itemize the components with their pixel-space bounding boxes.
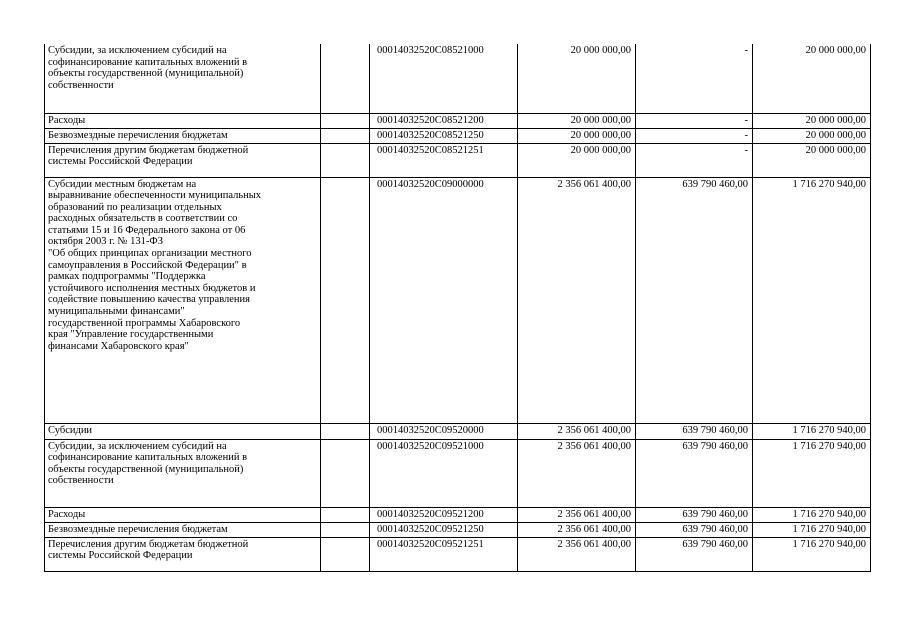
row-remaining: 1 716 270 940,00 — [753, 439, 871, 507]
row-blank — [321, 113, 370, 128]
row-name: Расходы — [45, 113, 321, 128]
row-remaining: 20 000 000,00 — [753, 128, 871, 143]
row-code: 00014032520C08521251 — [370, 143, 518, 177]
row-executed: - — [636, 143, 753, 177]
table-row — [45, 507, 871, 522]
row-blank — [321, 143, 370, 177]
row-approved: 2 356 061 400,00 — [518, 439, 636, 507]
row-approved: 2 356 061 400,00 — [518, 522, 636, 537]
row-name: Перечисления другим бюджетам бюджетной системы Российской Федерации — [45, 537, 321, 571]
table-row — [45, 439, 871, 507]
row-blank — [321, 177, 370, 423]
row-name: Субсидии, за исключением субсидий на софинансирование капитальных вложений в объекты государственной (муниципальной) собственности — [45, 439, 321, 507]
row-name: Субсидии, за исключением субсидий на софинансирование капитальных вложений в объекты государственной (муниципальной) собственности — [45, 44, 321, 113]
row-blank — [321, 522, 370, 537]
table-row — [45, 128, 871, 143]
row-name: Перечисления другим бюджетам бюджетной системы Российской Федерации — [45, 143, 321, 177]
row-remaining: 1 716 270 940,00 — [753, 507, 871, 522]
row-code: 00014032520C09521000 — [370, 439, 518, 507]
table-row — [45, 522, 871, 537]
row-blank — [321, 507, 370, 522]
row-code: 00014032520C09520000 — [370, 423, 518, 439]
row-blank — [321, 423, 370, 439]
row-blank — [321, 128, 370, 143]
row-executed: 639 790 460,00 — [636, 423, 753, 439]
row-code: 00014032520C08521000 — [370, 44, 518, 113]
row-name: Безвозмездные перечисления бюджетам — [45, 128, 321, 143]
row-executed: - — [636, 44, 753, 113]
row-approved: 2 356 061 400,00 — [518, 507, 636, 522]
row-approved: 20 000 000,00 — [518, 113, 636, 128]
row-name: Расходы — [45, 507, 321, 522]
row-executed: 639 790 460,00 — [636, 537, 753, 571]
row-remaining: 20 000 000,00 — [753, 113, 871, 128]
row-remaining: 1 716 270 940,00 — [753, 522, 871, 537]
row-executed: 639 790 460,00 — [636, 177, 753, 423]
table-row — [45, 177, 871, 423]
row-remaining: 1 716 270 940,00 — [753, 537, 871, 571]
table-row — [45, 113, 871, 128]
row-remaining: 20 000 000,00 — [753, 143, 871, 177]
row-executed: 639 790 460,00 — [636, 439, 753, 507]
row-approved: 20 000 000,00 — [518, 44, 636, 113]
table-row — [45, 143, 871, 177]
row-blank — [321, 44, 370, 113]
row-remaining: 1 716 270 940,00 — [753, 423, 871, 439]
row-executed: - — [636, 113, 753, 128]
row-remaining: 1 716 270 940,00 — [753, 177, 871, 423]
row-blank — [321, 537, 370, 571]
row-name: Субсидии местным бюджетам на выравнивание обеспеченности муниципальных образований по реализации отдельных расходных обязательств в соответствии со статьями 15 и 16 Федерального закона от 06 октября 2003 г. № 131-ФЗ "Об общих принципах организации местного самоуправления в Российской Федерации" в рамках подпрограммы "Поддержка устойчивого исполнения местных бюджетов и содействие повышению качества управления муниципальными финансами" государственной программы Хабаровского края "Управление государственными финансами Хабаровского края" — [45, 177, 321, 423]
row-approved: 2 356 061 400,00 — [518, 537, 636, 571]
row-remaining: 20 000 000,00 — [753, 44, 871, 113]
row-executed: 639 790 460,00 — [636, 522, 753, 537]
row-executed: 639 790 460,00 — [636, 507, 753, 522]
budget-table — [44, 44, 871, 572]
table-row — [45, 537, 871, 571]
row-executed: - — [636, 128, 753, 143]
budget-table-page — [44, 44, 870, 572]
table-row — [45, 423, 871, 439]
row-name: Безвозмездные перечисления бюджетам — [45, 522, 321, 537]
row-code: 00014032520C08521250 — [370, 128, 518, 143]
row-approved: 2 356 061 400,00 — [518, 423, 636, 439]
row-code: 00014032520C09521250 — [370, 522, 518, 537]
row-code: 00014032520C09000000 — [370, 177, 518, 423]
row-code: 00014032520C09521200 — [370, 507, 518, 522]
row-name: Субсидии — [45, 423, 321, 439]
table-row — [45, 44, 871, 113]
row-blank — [321, 439, 370, 507]
row-approved: 20 000 000,00 — [518, 128, 636, 143]
row-code: 00014032520C08521200 — [370, 113, 518, 128]
row-approved: 20 000 000,00 — [518, 143, 636, 177]
row-code: 00014032520C09521251 — [370, 537, 518, 571]
row-approved: 2 356 061 400,00 — [518, 177, 636, 423]
